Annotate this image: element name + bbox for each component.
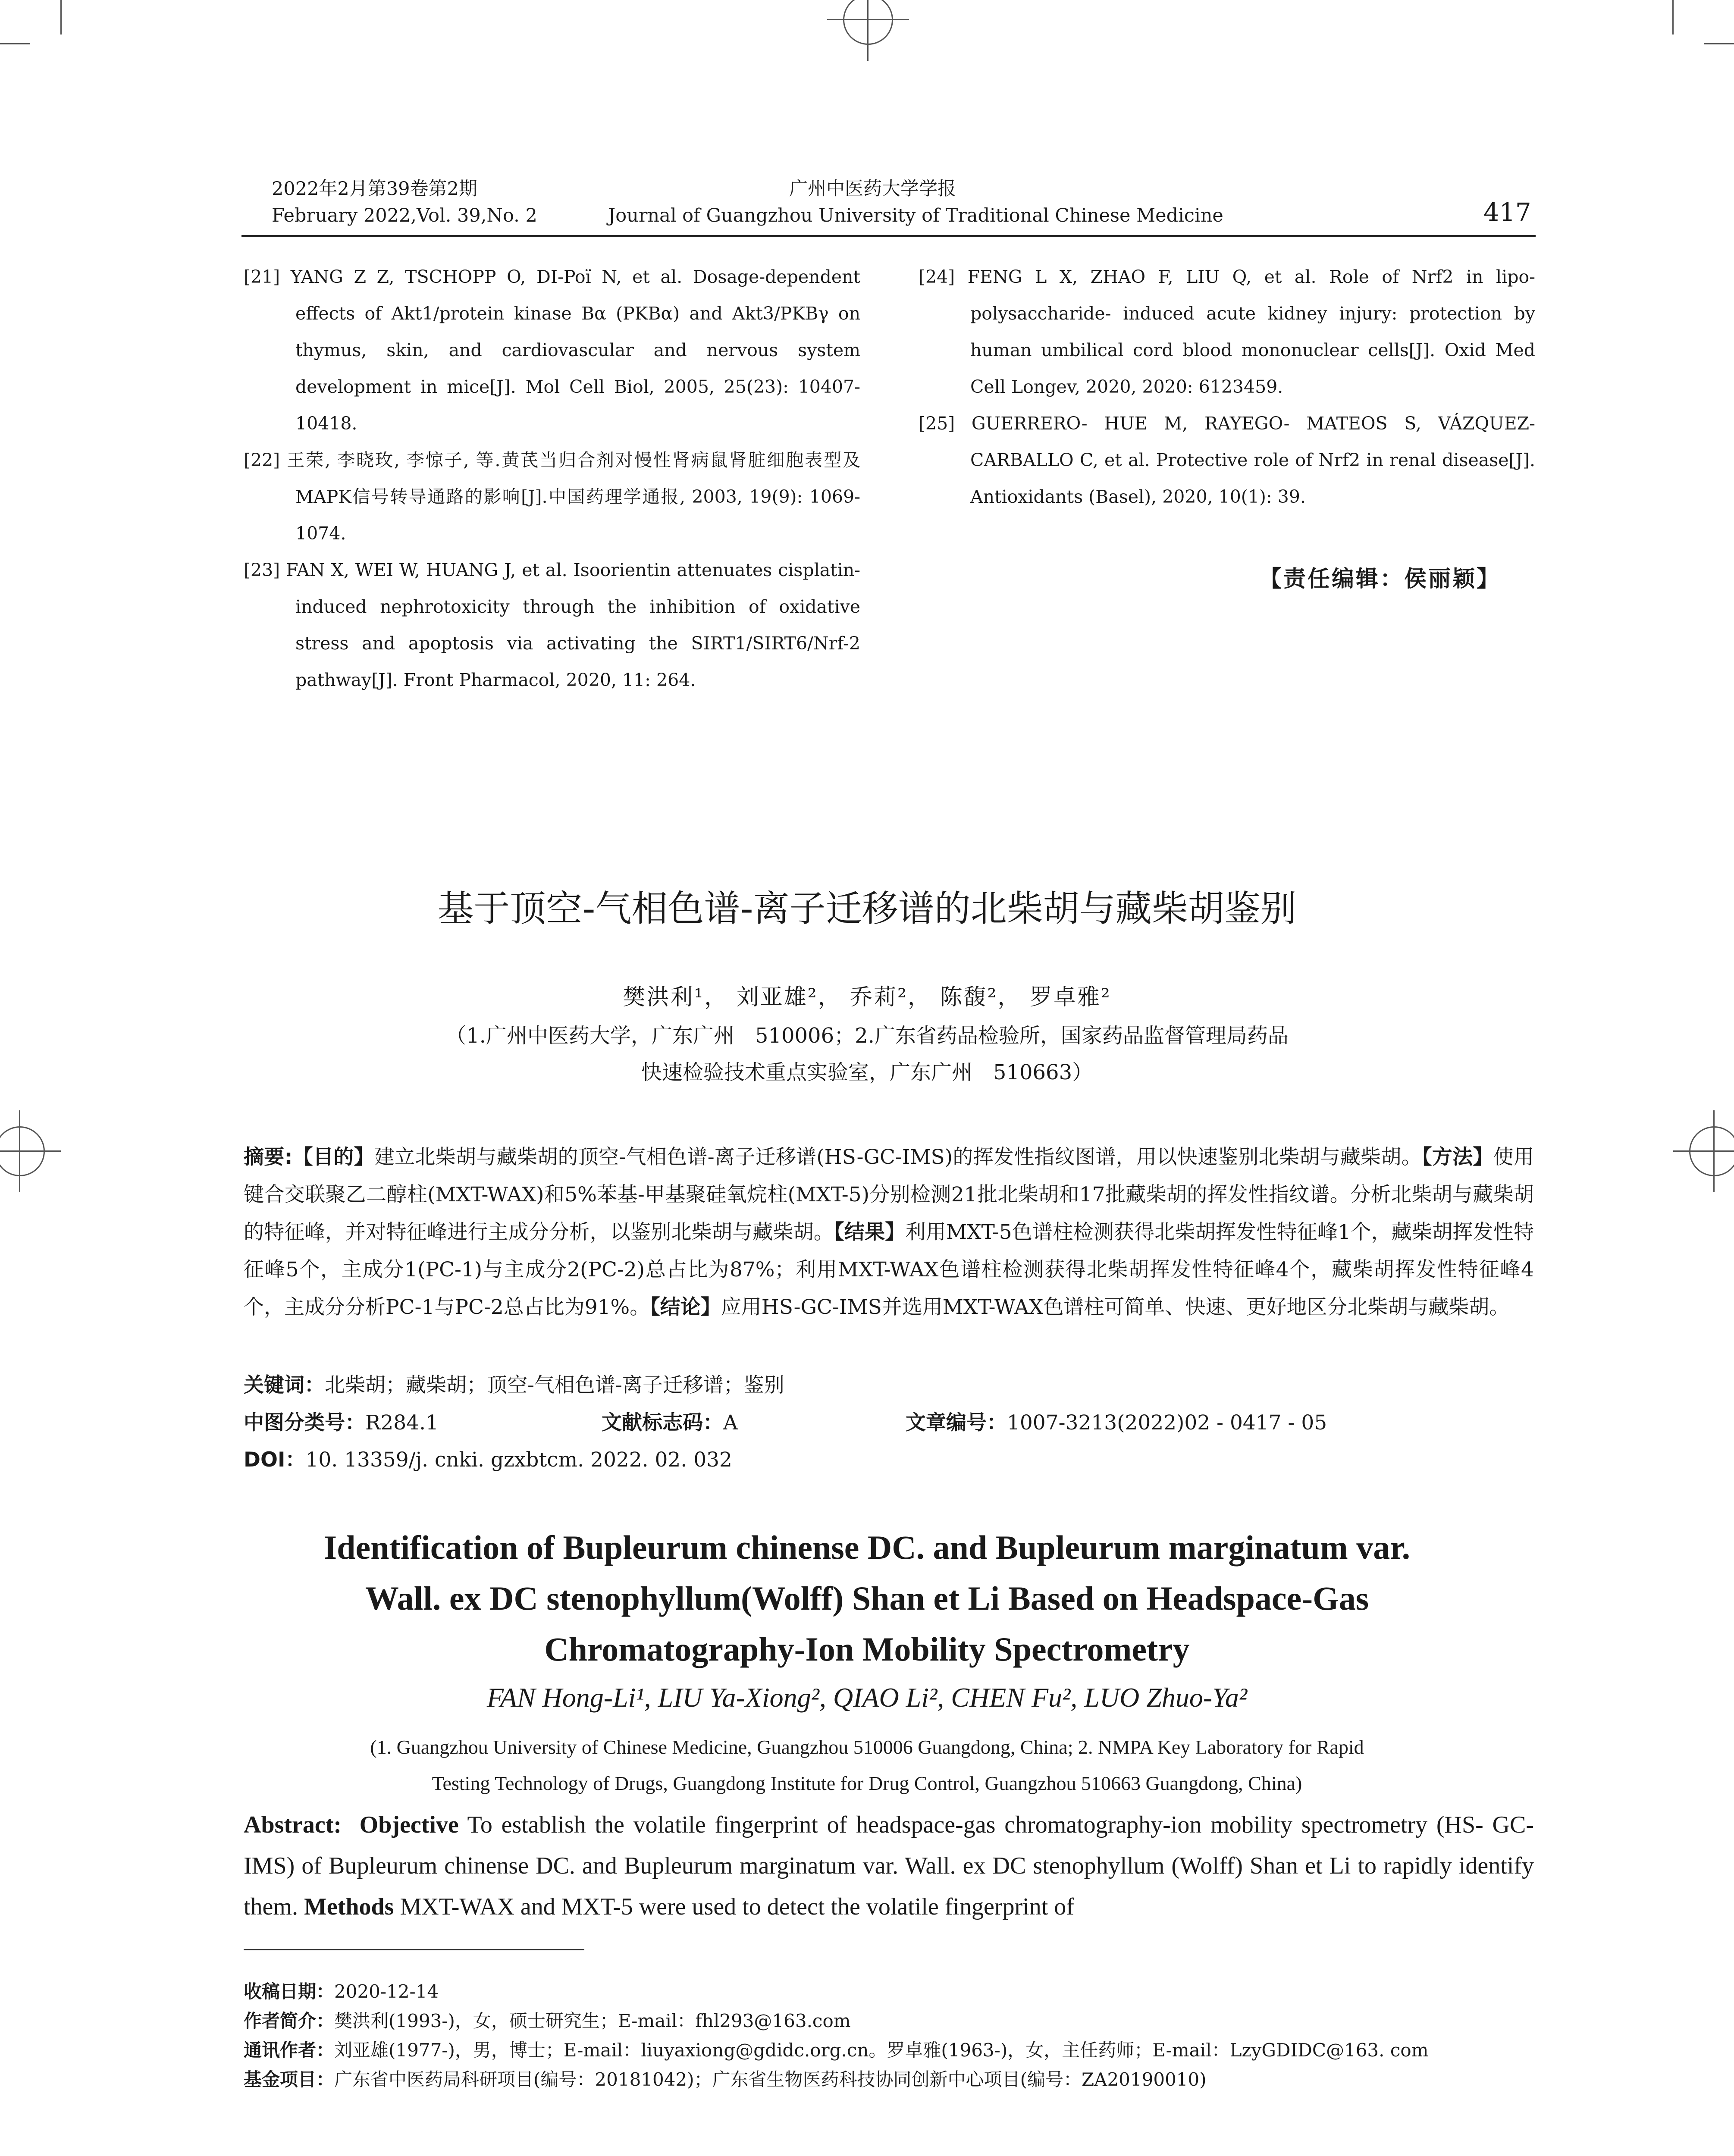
references-right-column	[919, 259, 1535, 515]
crop-mark	[0, 43, 30, 44]
header-issue-en: February 2022,Vol. 39,No. 2	[272, 205, 537, 226]
crop-mark	[60, 0, 62, 34]
affiliation-cn-line1: （1.广州中医药大学，广东广州 510006；2.广东省药品检验所，国家药品监督管理局药品	[445, 1024, 1289, 1048]
document-code: 文献标志码：A	[602, 1411, 738, 1435]
crop-mark	[1704, 43, 1734, 44]
doi: DOI：10. 13359/j. cnki. gzxbtcm. 2022. 02. 032	[244, 1448, 732, 1472]
title-en-line1: Identification of Bupleurum chinense DC. and Bupleurum marginatum var.	[323, 1529, 1411, 1566]
footnotes	[244, 1977, 1537, 2094]
affiliation-cn-line2: 快速检验技术重点实验室，广东广州 510663）	[641, 1060, 1093, 1084]
registration-mark-icon	[0, 1126, 45, 1176]
footnote-funding: 基金项目：广东省中医药局科研项目(编号：20181042)；广东省生物医药科技协同创新中心项目(编号：ZA20190010)	[244, 2069, 1207, 2090]
reference-item: [21] YANG Z Z, TSCHOPP O, DI-Poï N, et al. Dosage-dependent effects of Akt1/protein kinase Bα (PKBα) and Akt3/PKBγ on thymus, skin, and cardiovascular and nervous system development in mice[J]. Mol Cell Biol, 2005, 25(23): 10407-10418.	[244, 266, 860, 434]
responsible-editor: 【责任编辑：侯丽颖】	[1259, 566, 1501, 592]
abstract-cn: 摘要:【目的】建立北柴胡与藏柴胡的顶空-气相色谱-离子迁移谱(HS-GC-IMS)的挥发性指纹图谱，用以快速鉴别北柴胡与藏柴胡。【方法】使用键合交联聚乙二醇柱(MXT-WAX)和5%苯基-甲基聚硅氧烷柱(MXT-5)分别检测21批北柴胡和17批藏柴胡的挥发性指纹谱。分析北柴胡与藏柴胡的特征峰，并对特征峰进行主成分分析，以鉴别北柴胡与藏柴胡。【结果】利用MXT-5色谱柱检测获得北柴胡挥发性特征峰1个，藏柴胡挥发性特征峰5个，主成分1(PC-1)与主成分2(PC-2)总占比为87%；利用MXT-WAX色谱柱检测获得北柴胡挥发性特征峰4个，藏柴胡挥发性特征峰4个，主成分分析PC-1与PC-2总占比为91%。【结论】应用HS-GC-IMS并选用MXT-WAX色谱柱可简单、快速、更好地区分北柴胡与藏柴胡。	[244, 1145, 1534, 1319]
references-left-column	[244, 259, 860, 699]
reference-item: [23] FAN X, WEI W, HUANG J, et al. Isoorientin attenuates cisplatin- induced nephrotoxicity through the inhibition of oxidative stress and apoptosis via activating the SIRT1/SIRT6/Nrf-2 pathway[J]. Front Pharmacol, 2020, 11: 264.	[244, 560, 860, 690]
header-issue-cn: 2022年2月第39卷第2期	[272, 178, 477, 200]
header-rule	[241, 235, 1536, 237]
article-title-en	[190, 1522, 1544, 1675]
header-journal-cn: 广州中医药大学学报	[789, 178, 956, 200]
footnote-corresponding: 通讯作者：刘亚雄(1977-)，男，博士；E-mail：liuyaxiong@gdidc.org.cn。罗卓雅(1963-)，女，主任药师；E-mail：LzyGDIDC@163. com	[244, 2040, 1429, 2061]
registration-mark-icon	[1689, 1126, 1734, 1176]
crop-mark	[1672, 0, 1674, 34]
abstract-en: Abstract: Objective To establish the volatile fingerprint of headspace-gas chromatography-ion mobility spectrometry (HS- GC- IMS) of Bupleurum chinense DC. and Bupleurum marginatum var. Wall. ex DC stenophyllum (Wolff) Shan et Li to rapidly identify them. Methods MXT-WAX and MXT-5 were used to detect the volatile fingerprint of	[244, 1811, 1534, 1920]
reference-item: [24] FENG L X, ZHAO F, LIU Q, et al. Role of Nrf2 in lipo-polysaccharide- induced acute kidney injury: protection by human umbilical cord blood mononuclear cells[J]. Oxid Med Cell Longev, 2020, 2020: 6123459.	[919, 266, 1535, 397]
title-en-line2: Wall. ex DC stenophyllum(Wolff) Shan et Li Based on Headspace-Gas	[365, 1579, 1369, 1617]
header-journal-en: Journal of Guangzhou University of Traditional Chinese Medicine	[608, 205, 1223, 226]
title-en-line3: Chromatography-Ion Mobility Spectrometry	[544, 1630, 1190, 1668]
authors-en: FAN Hong-Li¹, LIU Ya-Xiong², QIAO Li², CHEN Fu², LUO Zhuo-Ya²	[486, 1682, 1248, 1713]
footnote-author-bio: 作者简介：樊洪利(1993-)，女，硕士研究生；E-mail：fhl293@163.com	[244, 2010, 851, 2031]
article-title-cn: 基于顶空-气相色谱-离子迁移谱的北柴胡与藏柴胡鉴别	[437, 887, 1297, 930]
clc-number: 中图分类号：R284.1	[244, 1411, 439, 1435]
affiliation-en-line1: (1. Guangzhou University of Chinese Medicine, Guangzhou 510006 Guangdong, China; 2. NMPA Key Laboratory for Rapid	[370, 1736, 1364, 1758]
affiliation-en-line2: Testing Technology of Drugs, Guangdong Institute for Drug Control, Guangzhou 510663 Guangdong, China)	[432, 1772, 1302, 1794]
reference-item: [25] GUERRERO- HUE M, RAYEGO- MATEOS S, VÁZQUEZ-CARBALLO C, et al. Protective role of Nrf2 in renal disease[J]. Antioxidants (Basel), 2020, 10(1): 39.	[919, 413, 1535, 507]
registration-mark-icon	[843, 0, 893, 45]
page-number: 417	[1483, 197, 1531, 227]
authors-cn: 樊洪利¹， 刘亚雄²， 乔莉²， 陈馥²， 罗卓雅²	[623, 984, 1111, 1010]
article-number: 文章编号：1007-3213(2022)02 - 0417 - 05	[906, 1411, 1327, 1435]
footnote-received: 收稿日期：2020-12-14	[244, 1981, 439, 2002]
keywords: 关键词：北柴胡；藏柴胡；顶空-气相色谱-离子迁移谱；鉴别	[244, 1373, 784, 1397]
reference-item: [22] 王荣, 李晓玫, 李惊子, 等.黄芪当归合剂对慢性肾病鼠肾脏细胞表型及MAPK信号转导通路的影响[J].中国药理学通报, 2003, 19(9): 1069-1074.	[244, 450, 860, 544]
footnote-rule	[244, 1949, 584, 1950]
